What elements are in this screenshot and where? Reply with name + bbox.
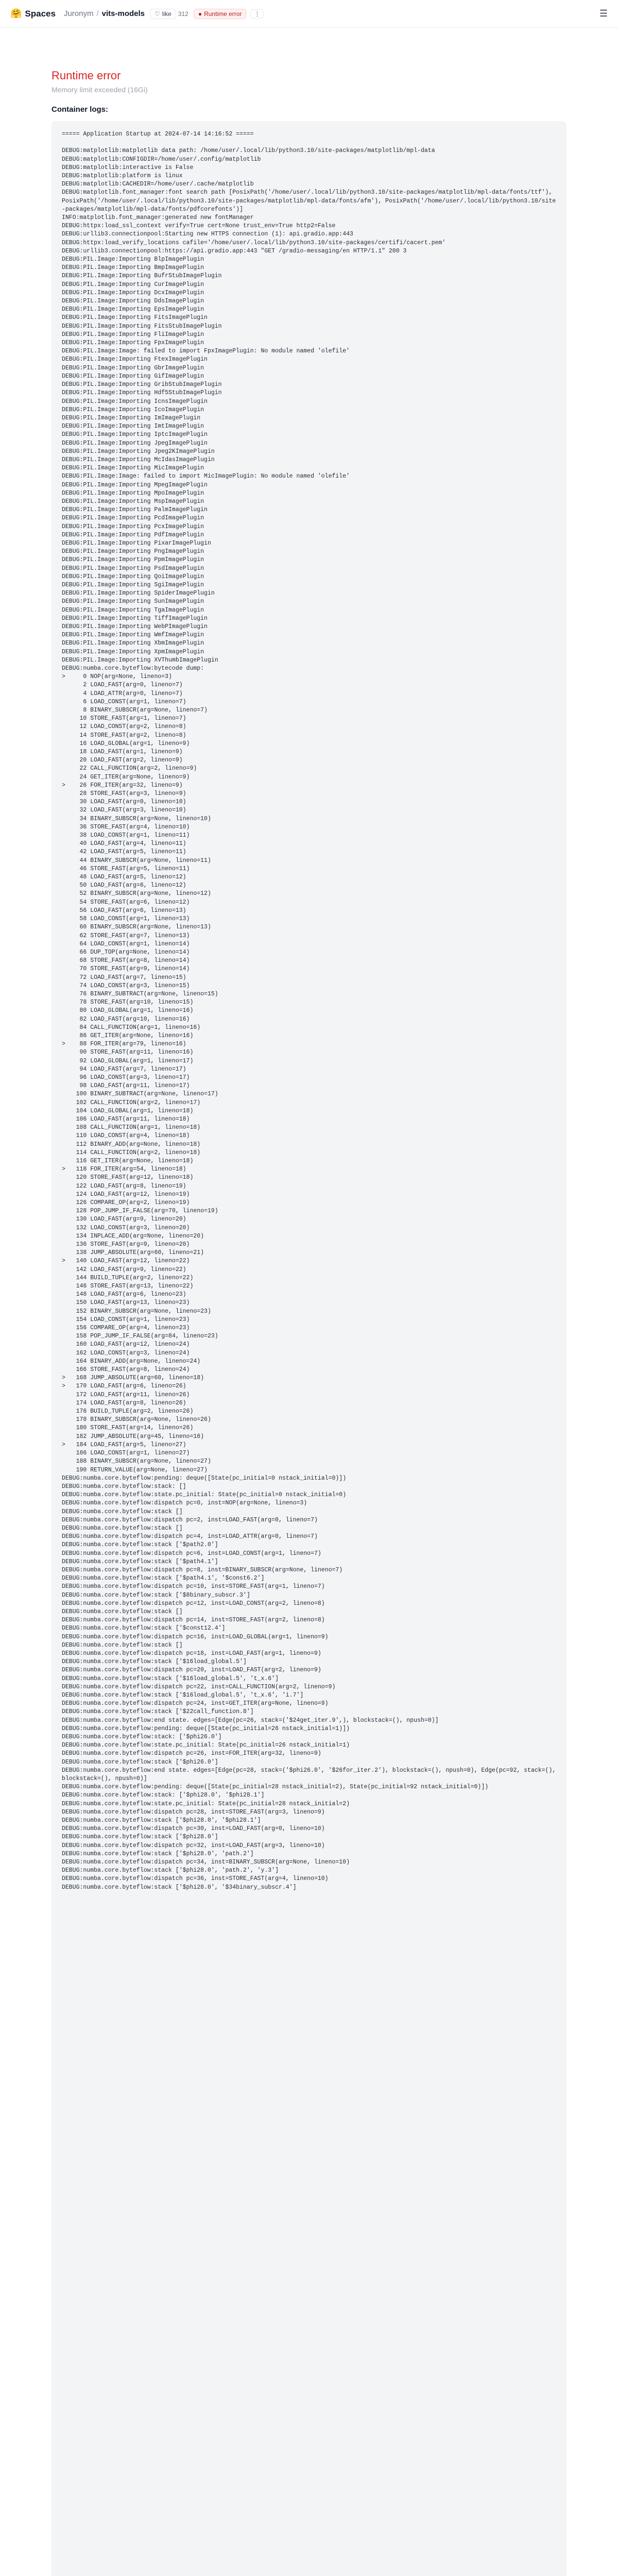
log-line: DEBUG:PIL.Image:Importing ImtImagePlugin	[62, 423, 204, 430]
log-line: DEBUG:PIL.Image:Importing JpegImagePlugin	[62, 439, 208, 447]
log-line: DEBUG:PIL.Image:Importing GifImagePlugin	[62, 372, 204, 380]
log-line: DEBUG:PIL.Image:Importing DdsImagePlugin	[62, 298, 204, 305]
log-line: DEBUG:numba.core.byteflow:stack ['$8binary_subscr.3']	[62, 1591, 250, 1599]
log-line: > 88 FOR_ITER(arg=79, lineno=16)	[62, 1041, 186, 1048]
log-line: 90 STORE_FAST(arg=11, lineno=16)	[62, 1049, 194, 1056]
log-line: DEBUG:numba.core.byteflow:dispatch pc=2, inst=LOAD_FAST(arg=0, lineno=7)	[62, 1516, 318, 1523]
repo-link[interactable]: vits-models	[101, 9, 145, 18]
log-line: 146 STORE_FAST(arg=13, lineno=22)	[62, 1283, 194, 1290]
log-line: 144 BUILD_TUPLE(arg=2, lineno=22)	[62, 1274, 194, 1281]
log-output	[62, 130, 560, 1892]
log-line: 162 LOAD_CONST(arg=3, lineno=24)	[62, 1349, 190, 1357]
like-label: like	[162, 10, 171, 18]
log-line: 132 LOAD_CONST(arg=3, lineno=20)	[62, 1224, 190, 1231]
log-line: 58 LOAD_CONST(arg=1, lineno=13)	[62, 916, 190, 923]
log-line: 96 LOAD_CONST(arg=3, lineno=17)	[62, 1074, 190, 1081]
log-line: 108 CALL_FUNCTION(arg=1, lineno=18)	[62, 1124, 201, 1131]
log-line: 112 BINARY_ADD(arg=None, lineno=18)	[62, 1141, 201, 1148]
log-line: DEBUG:PIL.Image:Importing FtexImagePlugin	[62, 356, 208, 363]
log-line: DEBUG:numba.core.byteflow:stack []	[62, 1508, 183, 1515]
log-line: > 184 LOAD_FAST(arg=5, lineno=27)	[62, 1441, 186, 1448]
log-line: 66 DUP_TOP(arg=None, lineno=14)	[62, 948, 190, 956]
breadcrumb-separator: /	[96, 9, 99, 18]
log-line: DEBUG:matplotlib:matplotlib data path: /home/user/.local/lib/python3.10/site-packages/matplotlib/mpl-data	[62, 147, 435, 155]
log-line: 124 LOAD_FAST(arg=12, lineno=19)	[62, 1191, 190, 1198]
error-title: Runtime error	[52, 69, 121, 82]
log-line: 126 COMPARE_OP(arg=2, lineno=19)	[62, 1199, 190, 1206]
brand-label: Spaces	[25, 8, 56, 19]
log-line: DEBUG:numba.core.byteflow:dispatch pc=30, inst=LOAD_FAST(arg=0, lineno=10)	[62, 1825, 325, 1833]
log-line: DEBUG:PIL.Image:Importing FitsImagePlugin	[62, 314, 208, 321]
top-nav	[0, 0, 618, 28]
log-line: 120 STORE_FAST(arg=12, lineno=18)	[62, 1174, 194, 1181]
log-line: DEBUG:numba.core.byteflow:stack ['$phi26.0']	[62, 1758, 218, 1766]
log-line: DEBUG:numba.core.byteflow:end state. edges=[Edge(pc=28, stack=('$phi26.0', '$26for_iter.2'), blockstack=(), npush=0), Edge(pc=92, stack=(), blockstack=(), npush=0)]	[62, 1767, 560, 1783]
log-line: 54 STORE_FAST(arg=6, lineno=12)	[62, 899, 190, 906]
log-line: DEBUG:numba.core.byteflow:pending: deque([State(pc_initial=0 nstack_initial=0)])	[62, 1475, 347, 1482]
log-line: DEBUG:matplotlib:CACHEDIR=/home/user/.cache/matplotlib	[62, 181, 254, 188]
log-line: DEBUG:numba.core.byteflow:stack ['$path2.0']	[62, 1541, 218, 1549]
log-line: DEBUG:numba.core.byteflow:stack ['$phi28.0', '$phi28.1']	[62, 1817, 261, 1824]
log-line: DEBUG:PIL.Image:Importing PcxImagePlugin	[62, 523, 204, 530]
log-line: DEBUG:numba.core.byteflow:dispatch pc=28, inst=STORE_FAST(arg=3, lineno=9)	[62, 1808, 325, 1816]
log-line: DEBUG:numba.core.byteflow:state.pc_initial: State(pc_initial=0 nstack_initial=0)	[62, 1492, 347, 1499]
log-line: DEBUG:numba.core.byteflow:state.pc_initial: State(pc_initial=28 nstack_initial=2)	[62, 1800, 350, 1807]
log-line: 104 LOAD_GLOBAL(arg=1, lineno=18)	[62, 1107, 194, 1114]
log-line: DEBUG:PIL.Image:Importing SunImagePlugin	[62, 598, 204, 605]
log-line: DEBUG:PIL.Image:Importing TgaImagePlugin	[62, 606, 204, 614]
log-line: DEBUG:PIL.Image:Importing Jpeg2KImagePlugin	[62, 448, 215, 455]
log-line: DEBUG:httpx:load_verify_locations cafile='/home/user/.local/lib/python3.10/site-packages/certifi/cacert.pem'	[62, 239, 446, 246]
log-line: DEBUG:numba.core.byteflow:stack ['$phi28.0']	[62, 1834, 218, 1841]
log-line: 190 RETURN_VALUE(arg=None, lineno=27)	[62, 1466, 208, 1473]
log-line: DEBUG:urllib3.connectionpool:https://api.gradio.app:443 "GET /gradio-messaging/en HTTP/1.1" 200 3	[62, 247, 407, 255]
log-line: 164 BINARY_ADD(arg=None, lineno=24)	[62, 1358, 201, 1365]
log-line: 130 LOAD_FAST(arg=9, lineno=20)	[62, 1216, 186, 1223]
log-panel[interactable]	[52, 121, 566, 2576]
log-line: DEBUG:PIL.Image:Importing SgiImagePlugin	[62, 581, 204, 588]
breadcrumb	[64, 9, 145, 18]
log-line: DEBUG:PIL.Image:Importing BlpImagePlugin	[62, 256, 204, 263]
log-line: 116 GET_ITER(arg=None, lineno=18)	[62, 1157, 194, 1164]
log-line: 186 LOAD_CONST(arg=1, lineno=27)	[62, 1450, 190, 1457]
log-line: 28 STORE_FAST(arg=3, lineno=9)	[62, 790, 186, 798]
log-line: DEBUG:httpx:load_ssl_context verify=True cert=None trust_env=True http2=False	[62, 223, 336, 230]
log-line: DEBUG:numba.core.byteflow:stack ['$16load_global.5']	[62, 1658, 247, 1666]
log-line: > 140 LOAD_FAST(arg=12, lineno=22)	[62, 1258, 190, 1265]
log-line: 20 LOAD_FAST(arg=2, lineno=9)	[62, 757, 183, 764]
log-line: 22 CALL_FUNCTION(arg=2, lineno=9)	[62, 765, 197, 772]
error-subtitle: Memory limit exceeded (16Gi)	[52, 86, 148, 94]
log-line: 128 POP_JUMP_IF_FALSE(arg=70, lineno=19)	[62, 1208, 218, 1215]
log-line: DEBUG:numba.core.byteflow:stack: []	[62, 1483, 186, 1490]
log-line: DEBUG:PIL.Image:Importing DcxImagePlugin	[62, 289, 204, 296]
log-line: DEBUG:numba.core.byteflow:dispatch pc=26, inst=FOR_ITER(arg=32, lineno=9)	[62, 1750, 321, 1757]
log-line: DEBUG:numba.core.byteflow:stack []	[62, 1641, 183, 1649]
log-line: DEBUG:numba.core.byteflow:stack ['$path4.1']	[62, 1558, 218, 1565]
log-line: 156 COMPARE_OP(arg=4, lineno=23)	[62, 1325, 190, 1332]
heart-icon: ♡	[154, 10, 160, 18]
log-line: DEBUG:numba.core.byteflow:state.pc_initial: State(pc_initial=26 nstack_initial=1)	[62, 1742, 350, 1749]
log-line: DEBUG:PIL.Image:Importing PixarImagePlugin	[62, 539, 211, 547]
log-line: DEBUG:numba.core.byteflow:stack ['$16load_global.5', 't_x.6', 'i.7']	[62, 1691, 304, 1699]
log-line: 154 LOAD_CONST(arg=1, lineno=23)	[62, 1316, 190, 1323]
log-line: DEBUG:urllib3.connectionpool:Starting new HTTPS connection (1): api.gradio.app:443	[62, 231, 353, 238]
log-line: 92 LOAD_GLOBAL(arg=1, lineno=17)	[62, 1057, 194, 1064]
log-line: 16 LOAD_GLOBAL(arg=1, lineno=9)	[62, 740, 190, 747]
log-line: 148 LOAD_FAST(arg=6, lineno=23)	[62, 1291, 186, 1298]
log-line: DEBUG:numba.core.byteflow:dispatch pc=6, inst=LOAD_CONST(arg=1, lineno=7)	[62, 1550, 321, 1557]
log-line: DEBUG:numba.core.byteflow:bytecode dump:	[62, 665, 204, 672]
log-line: 100 BINARY_SUBTRACT(arg=None, lineno=17)	[62, 1091, 218, 1098]
log-line: 62 STORE_FAST(arg=7, lineno=13)	[62, 932, 190, 939]
log-line: DEBUG:PIL.Image:Importing MpegImagePlugin	[62, 481, 208, 488]
log-line: 46 STORE_FAST(arg=5, lineno=11)	[62, 865, 190, 872]
log-line: DEBUG:matplotlib:platform is linux	[62, 173, 183, 180]
log-line: > 26 FOR_ITER(arg=32, lineno=9)	[62, 782, 183, 789]
status-label: Runtime error	[204, 10, 242, 18]
owner-link[interactable]: Juronym	[63, 9, 94, 18]
spaces-logo-icon: 🤗	[10, 8, 22, 19]
log-line: DEBUG:PIL.Image:Importing PpmImagePlugin	[62, 556, 204, 564]
log-line: DEBUG:PIL.Image:Importing QoiImagePlugin	[62, 573, 204, 580]
log-line: DEBUG:PIL.Image:Importing WmfImagePlugin	[62, 632, 204, 639]
log-line: 36 STORE_FAST(arg=4, lineno=10)	[62, 823, 190, 831]
log-line: DEBUG:numba.core.byteflow:stack ['$const12.4']	[62, 1625, 226, 1632]
log-line: 180 STORE_FAST(arg=14, lineno=26)	[62, 1425, 194, 1432]
log-line: 4 LOAD_ATTR(arg=0, lineno=7)	[62, 690, 183, 697]
log-line: DEBUG:numba.core.byteflow:dispatch pc=8, inst=BINARY_SUBSCR(arg=None, lineno=7)	[62, 1566, 343, 1573]
like-count: 312	[178, 10, 188, 18]
log-line: DEBUG:numba.core.byteflow:stack: ['$phi26.0']	[62, 1734, 222, 1740]
log-line: DEBUG:numba.core.byteflow:pending: deque([State(pc_initial=26 nstack_initial=1)])	[62, 1725, 350, 1732]
log-line: DEBUG:PIL.Image:Importing TiffImagePlugin	[62, 615, 208, 622]
log-line: 114 CALL_FUNCTION(arg=2, lineno=18)	[62, 1149, 201, 1156]
hamburger-menu-icon[interactable]: ☰	[599, 8, 608, 19]
log-line: 84 CALL_FUNCTION(arg=1, lineno=16)	[62, 1024, 201, 1031]
log-line: DEBUG:PIL.Image:Importing IptcImagePlugin	[62, 431, 208, 438]
log-line: 122 LOAD_FAST(arg=8, lineno=19)	[62, 1182, 186, 1190]
log-line: DEBUG:numba.core.byteflow:dispatch pc=4, inst=LOAD_ATTR(arg=0, lineno=7)	[62, 1533, 318, 1540]
brand[interactable]	[10, 8, 56, 19]
log-line: 8 BINARY_SUBSCR(arg=None, lineno=7)	[62, 707, 208, 714]
log-line: 86 GET_ITER(arg=None, lineno=16)	[62, 1032, 194, 1039]
log-line: DEBUG:numba.core.byteflow:stack ['$16load_global.5', 't_x.6']	[62, 1675, 279, 1682]
log-line: DEBUG:numba.core.byteflow:dispatch pc=20, inst=LOAD_FAST(arg=2, lineno=9)	[62, 1667, 321, 1674]
log-line: DEBUG:PIL.Image:Importing PngImagePlugin	[62, 548, 204, 555]
log-line: 14 STORE_FAST(arg=2, lineno=8)	[62, 732, 186, 739]
log-line: DEBUG:numba.core.byteflow:dispatch pc=32, inst=LOAD_FAST(arg=3, lineno=10)	[62, 1842, 325, 1849]
log-line: DEBUG:PIL.Image:Importing PsdImagePlugin	[62, 565, 204, 572]
log-line: DEBUG:PIL.Image:Importing PdfImagePlugin	[62, 531, 204, 538]
log-line: DEBUG:numba.core.byteflow:dispatch pc=10, inst=STORE_FAST(arg=1, lineno=7)	[62, 1583, 325, 1590]
log-line: 34 BINARY_SUBSCR(arg=None, lineno=10)	[62, 815, 211, 822]
log-line: 42 LOAD_FAST(arg=5, lineno=11)	[62, 849, 186, 856]
log-line: 64 LOAD_CONST(arg=1, lineno=14)	[62, 940, 190, 947]
log-line: DEBUG:numba.core.byteflow:stack ['$path4.1', '$const6.2']	[62, 1575, 265, 1582]
log-line: 30 LOAD_FAST(arg=0, lineno=10)	[62, 799, 186, 806]
log-line: 72 LOAD_FAST(arg=7, lineno=15)	[62, 974, 186, 981]
log-line: DEBUG:PIL.Image:Importing FitsStubImagePlugin	[62, 323, 222, 330]
log-line: 50 LOAD_FAST(arg=6, lineno=12)	[62, 882, 186, 889]
log-line: DEBUG:PIL.Image:Importing SpiderImagePlugin	[62, 590, 215, 597]
log-line: DEBUG:numba.core.byteflow:stack ['$phi28.0', 'path.2', 'y.3']	[62, 1867, 279, 1874]
log-line: 18 LOAD_FAST(arg=1, lineno=9)	[62, 749, 183, 756]
log-line: DEBUG:numba.core.byteflow:dispatch pc=24, inst=GET_ITER(arg=None, lineno=9)	[62, 1700, 329, 1707]
log-line: 82 LOAD_FAST(arg=10, lineno=16)	[62, 1015, 190, 1023]
log-line: 150 LOAD_FAST(arg=13, lineno=23)	[62, 1299, 190, 1307]
log-line: 76 BINARY_SUBTRACT(arg=None, lineno=15)	[62, 990, 218, 997]
log-line: 158 POP_JUMP_IF_FALSE(arg=84, lineno=23)	[62, 1333, 218, 1340]
log-line: DEBUG:PIL.Image:Importing XVThumbImagePlugin	[62, 656, 218, 664]
log-line: DEBUG:PIL.Image:Importing IcnsImagePlugin	[62, 398, 208, 405]
log-line: DEBUG:numba.core.byteflow:dispatch pc=22, inst=CALL_FUNCTION(arg=2, lineno=9)	[62, 1683, 336, 1690]
log-line: > 168 JUMP_ABSOLUTE(arg=60, lineno=18)	[62, 1375, 204, 1382]
log-line: DEBUG:numba.core.byteflow:end state. edges=[Edge(pc=26, stack=('$24get_iter.9',), blockstack=(), npush=0)]	[62, 1717, 439, 1724]
more-options-button[interactable]: ⋮	[250, 9, 264, 19]
log-line: DEBUG:PIL.Image:Importing WebPImagePlugin	[62, 623, 208, 630]
log-line: 106 LOAD_FAST(arg=11, lineno=18)	[62, 1115, 190, 1123]
log-line: 178 BINARY_SUBSCR(arg=None, lineno=26)	[62, 1416, 211, 1423]
log-line: 176 BUILD_TUPLE(arg=2, lineno=26)	[62, 1408, 194, 1415]
log-line: 166 STORE_FAST(arg=8, lineno=24)	[62, 1366, 190, 1374]
log-line: DEBUG:numba.core.byteflow:stack ['$phi28.0', 'path.2']	[62, 1850, 254, 1857]
log-line: DEBUG:numba.core.byteflow:dispatch pc=0, inst=NOP(arg=None, lineno=3)	[62, 1500, 307, 1507]
log-line: 136 STORE_FAST(arg=9, lineno=20)	[62, 1241, 190, 1248]
log-line: DEBUG:numba.core.byteflow:stack []	[62, 1608, 183, 1615]
log-line: DEBUG:numba.core.byteflow:pending: deque([State(pc_initial=28 nstack_initial=2), State(pc_initial=92 nstack_initial=0)])	[62, 1784, 489, 1791]
log-line: 12 LOAD_CONST(arg=2, lineno=8)	[62, 723, 186, 731]
log-line: DEBUG:PIL.Image:Importing XbmImagePlugin	[62, 640, 204, 647]
log-line: 134 INPLACE_ADD(arg=None, lineno=20)	[62, 1232, 204, 1240]
log-line: 68 STORE_FAST(arg=8, lineno=14)	[62, 957, 190, 964]
log-line: 78 STORE_FAST(arg=10, lineno=15)	[62, 999, 194, 1006]
log-line: DEBUG:PIL.Image:Importing FliImagePlugin	[62, 331, 204, 338]
log-line: DEBUG:PIL.Image:Image: failed to import FpxImagePlugin: No module named 'olefile'	[62, 348, 350, 355]
log-line: 52 BINARY_SUBSCR(arg=None, lineno=12)	[62, 890, 211, 897]
log-line: DEBUG:numba.core.byteflow:dispatch pc=14, inst=STORE_FAST(arg=2, lineno=8)	[62, 1617, 325, 1624]
log-line: > 170 LOAD_FAST(arg=6, lineno=26)	[62, 1383, 186, 1390]
log-line: 74 LOAD_CONST(arg=3, lineno=15)	[62, 982, 190, 989]
log-line: DEBUG:numba.core.byteflow:dispatch pc=18, inst=LOAD_FAST(arg=1, lineno=9)	[62, 1650, 321, 1657]
log-line: DEBUG:PIL.Image:Importing MpoImagePlugin	[62, 489, 204, 497]
status-badge	[194, 9, 247, 19]
log-line: DEBUG:PIL.Image:Importing BufrStubImagePlugin	[62, 273, 222, 280]
log-line: DEBUG:matplotlib.font_manager:font search path [PosixPath('/home/user/.local/lib/python3.10/site-packages/matplotlib/mpl-data/fonts/ttf'), PosixPath('/home/user/.local/lib/python3.10/site-packages/matplotlib/mpl-data/fonts/afm'), PosixPath('/home/user/.local/lib/python3.10/site-packages/matplotlib/mpl-data/fonts/pdfcorefonts')]	[62, 189, 556, 213]
log-line: 172 LOAD_FAST(arg=11, lineno=26)	[62, 1391, 190, 1398]
log-line: DEBUG:PIL.Image:Importing GribStubImagePlugin	[62, 381, 222, 388]
log-line: DEBUG:PIL.Image:Importing ImImagePlugin	[62, 414, 201, 421]
container-logs-label: Container logs:	[52, 105, 109, 114]
log-line: 6 LOAD_CONST(arg=1, lineno=7)	[62, 698, 186, 705]
log-line: DEBUG:PIL.Image:Importing PcdImagePlugin	[62, 515, 204, 522]
log-line: DEBUG:PIL.Image:Importing EpsImagePlugin	[62, 306, 204, 313]
log-line: > 118 FOR_ITER(arg=54, lineno=18)	[62, 1166, 186, 1173]
log-line: 102 CALL_FUNCTION(arg=2, lineno=17)	[62, 1099, 201, 1106]
log-line: 24 GET_ITER(arg=None, lineno=9)	[62, 773, 190, 781]
log-line: DEBUG:numba.core.byteflow:stack ['$22call_function.8']	[62, 1708, 254, 1716]
log-line: DEBUG:matplotlib:CONFIGDIR=/home/user/.config/matplotlib	[62, 156, 261, 163]
log-line: 60 BINARY_SUBSCR(arg=None, lineno=13)	[62, 924, 211, 931]
log-line: 10 STORE_FAST(arg=1, lineno=7)	[62, 715, 186, 722]
log-line: 80 LOAD_GLOBAL(arg=1, lineno=16)	[62, 1007, 194, 1014]
log-line: 38 LOAD_CONST(arg=1, lineno=11)	[62, 832, 190, 839]
log-line: DEBUG:numba.core.byteflow:stack ['$phi28.0', '$34binary_subscr.4']	[62, 1884, 297, 1891]
log-line: DEBUG:numba.core.byteflow:stack []	[62, 1524, 183, 1532]
log-line: DEBUG:PIL.Image:Importing GbrImagePlugin	[62, 364, 204, 371]
log-line	[62, 139, 556, 147]
log-line: > 0 NOP(arg=None, lineno=3)	[62, 673, 172, 681]
log-line: ===== Application Startup at 2024-07-14 14:16:52 =====	[62, 131, 254, 138]
main-content	[0, 28, 618, 2576]
log-line: 44 BINARY_SUBSCR(arg=None, lineno=11)	[62, 857, 211, 864]
log-line: DEBUG:numba.core.byteflow:dispatch pc=36, inst=STORE_FAST(arg=4, lineno=10)	[62, 1875, 329, 1883]
log-line: DEBUG:PIL.Image:Importing IcoImagePlugin	[62, 406, 204, 413]
log-line: DEBUG:numba.core.byteflow:stack: ['$phi28.0', '$phi28.1']	[62, 1792, 265, 1799]
status-dot-icon: ●	[198, 10, 202, 18]
log-line: 94 LOAD_FAST(arg=7, lineno=17)	[62, 1065, 186, 1073]
log-line: DEBUG:PIL.Image:Importing Hdf5StubImagePlugin	[62, 389, 222, 397]
log-line: 40 LOAD_FAST(arg=4, lineno=11)	[62, 840, 186, 848]
log-line: DEBUG:PIL.Image:Importing MspImagePlugin	[62, 498, 204, 505]
log-line: 48 LOAD_FAST(arg=5, lineno=12)	[62, 874, 186, 881]
log-line: DEBUG:PIL.Image:Importing XpmImagePlugin	[62, 648, 204, 655]
log-line: 98 LOAD_FAST(arg=11, lineno=17)	[62, 1082, 190, 1090]
log-line: 182 JUMP_ABSOLUTE(arg=45, lineno=16)	[62, 1433, 204, 1440]
log-line: 56 LOAD_FAST(arg=6, lineno=13)	[62, 907, 186, 914]
log-line: 70 STORE_FAST(arg=9, lineno=14)	[62, 965, 190, 973]
log-line: DEBUG:numba.core.byteflow:dispatch pc=34, inst=BINARY_SUBSCR(arg=None, lineno=10)	[62, 1859, 350, 1866]
log-line: DEBUG:numba.core.byteflow:dispatch pc=16, inst=LOAD_GLOBAL(arg=1, lineno=9)	[62, 1633, 329, 1640]
log-line: INFO:matplotlib.font_manager:generated new fontManager	[62, 214, 254, 222]
log-line: 110 LOAD_CONST(arg=4, lineno=18)	[62, 1132, 190, 1140]
log-line: DEBUG:PIL.Image:Importing CurImagePlugin	[62, 281, 204, 288]
log-line: DEBUG:PIL.Image:Importing FpxImagePlugin	[62, 340, 204, 347]
log-line: 2 LOAD_FAST(arg=0, lineno=7)	[62, 682, 183, 689]
log-line: DEBUG:PIL.Image:Importing BmpImagePlugin	[62, 264, 204, 272]
log-line: 138 JUMP_ABSOLUTE(arg=60, lineno=21)	[62, 1249, 204, 1257]
log-line: DEBUG:matplotlib:interactive is False	[62, 164, 194, 171]
log-line: 142 LOAD_FAST(arg=9, lineno=22)	[62, 1266, 186, 1273]
log-line: 160 LOAD_FAST(arg=12, lineno=24)	[62, 1341, 190, 1348]
log-line: DEBUG:PIL.Image:Image: failed to import MicImagePlugin: No module named 'olefile'	[62, 473, 350, 480]
log-line: DEBUG:PIL.Image:Importing McIdasImagePlugin	[62, 456, 215, 463]
log-line: DEBUG:PIL.Image:Importing MicImagePlugin	[62, 465, 204, 472]
log-line: DEBUG:numba.core.byteflow:dispatch pc=12, inst=LOAD_CONST(arg=2, lineno=8)	[62, 1600, 325, 1607]
log-line: 188 BINARY_SUBSCR(arg=None, lineno=27)	[62, 1458, 211, 1465]
log-line: DEBUG:PIL.Image:Importing PalmImagePlugin	[62, 506, 208, 514]
log-line: 152 BINARY_SUBSCR(arg=None, lineno=23)	[62, 1308, 211, 1315]
log-line: 32 LOAD_FAST(arg=3, lineno=10)	[62, 807, 186, 814]
like-button[interactable]	[150, 9, 176, 19]
log-line: 174 LOAD_FAST(arg=8, lineno=26)	[62, 1399, 186, 1406]
